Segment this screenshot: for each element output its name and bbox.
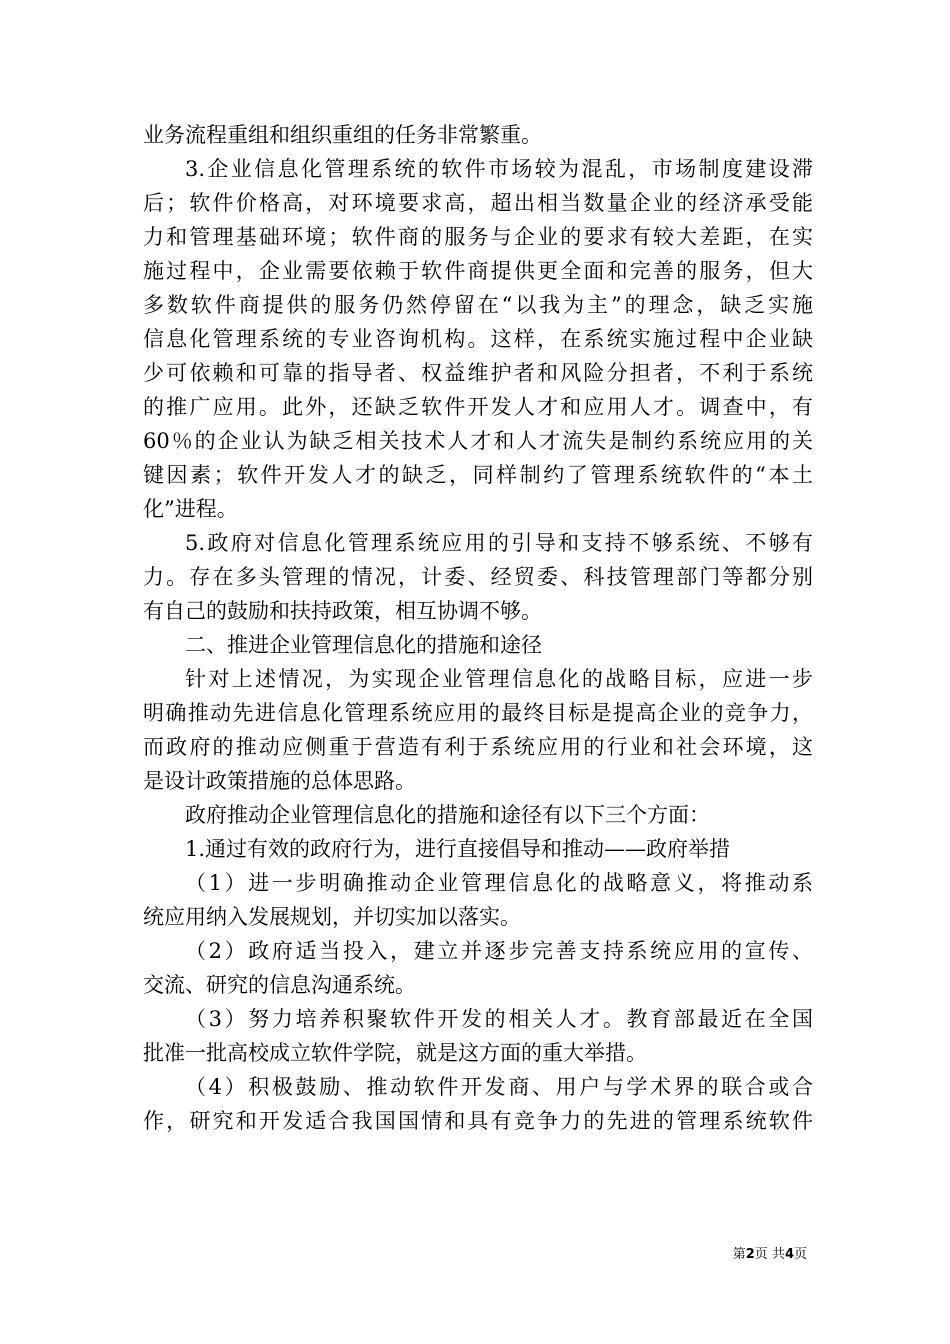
text-line: （3）努力培养积聚软件开发的相关人才。教育部最近在全国 [185, 1007, 813, 1031]
footer-prefix: 第 [732, 1247, 746, 1262]
text-line: 键因素；软件开发人才的缺乏，同样制约了管理系统软件的“本土 [143, 463, 813, 487]
text-line: 信息化管理系统的专业咨询机构。这样，在系统实施过程中企业缺 [143, 327, 813, 351]
text-line: 明确推动先进信息化管理系统应用的最终目标是提高企业的竞争力， [143, 701, 813, 725]
total-page-number: 4 [784, 1247, 794, 1262]
text-line: 针对上述情况，为实现企业管理信息化的战略目标，应进一步 [185, 667, 813, 691]
text-line: 交流、研究的信息沟通系统。 [143, 973, 416, 997]
text-line: 力。存在多头管理的情况，计委、经贸委、科技管理部门等都分别 [143, 565, 813, 589]
text-line: 是设计政策措施的总体思路。 [143, 769, 416, 793]
text-line: （1）进一步明确推动企业管理信息化的战略意义，将推动系 [185, 871, 813, 895]
text-line: 统应用纳入发展规划，并切实加以落实。 [143, 905, 521, 929]
text-line: 60％的企业认为缺乏相关技术人才和人才流失是制约系统应用的关 [143, 429, 813, 453]
text-line: 而政府的推动应侧重于营造有利于系统应用的行业和社会环境，这 [143, 735, 813, 759]
text-line: 3.企业信息化管理系统的软件市场较为混乱，市场制度建设滞 [185, 157, 813, 181]
text-line: 化”进程。 [143, 497, 238, 521]
text-line: （2）政府适当投入，建立并逐步完善支持系统应用的宣传、 [185, 939, 813, 963]
text-line: 批准一批高校成立软件学院，就是这方面的重大举措。 [143, 1041, 647, 1065]
text-line: 5.政府对信息化管理系统应用的引导和支持不够系统、不够有 [185, 531, 813, 555]
body-text [143, 118, 813, 1138]
text-line: 作，研究和开发适合我国国情和具有竞争力的先进的管理系统软件 [143, 1109, 813, 1133]
page-footer [733, 1243, 807, 1262]
text-line: 多数软件商提供的服务仍然停留在“以我为主”的理念，缺乏实施 [143, 293, 813, 317]
text-line: 有自己的鼓励和扶持政策，相互协调不够。 [143, 599, 542, 623]
current-page-number: 2 [745, 1247, 755, 1262]
text-line: 力和管理基础环境；软件商的服务与企业的要求有较大差距，在实 [143, 225, 813, 249]
footer-middle: 页 共 [754, 1247, 785, 1262]
text-line: 业务流程重组和组织重组的任务非常繁重。 [143, 123, 542, 147]
footer-suffix: 页 [793, 1247, 807, 1262]
text-line: 的推广应用。此外，还缺乏软件开发人才和应用人才。调查中，有 [143, 395, 813, 419]
text-line: 少可依赖和可靠的指导者、权益维护者和风险分担者，不利于系统 [143, 361, 813, 385]
text-line: 二、推进企业管理信息化的措施和途径 [185, 633, 542, 657]
text-line: 施过程中，企业需要依赖于软件商提供更全面和完善的服务，但大 [143, 259, 813, 283]
text-line: 政府推动企业管理信息化的措施和途径有以下三个方面： [185, 803, 710, 827]
text-line: 1.通过有效的政府行为，进行直接倡导和推动——政府举措 [185, 837, 731, 861]
text-line: 后；软件价格高，对环境要求高，超出相当数量企业的经济承受能 [143, 191, 813, 215]
text-line: （4）积极鼓励、推动软件开发商、用户与学术界的联合或合 [185, 1075, 813, 1099]
